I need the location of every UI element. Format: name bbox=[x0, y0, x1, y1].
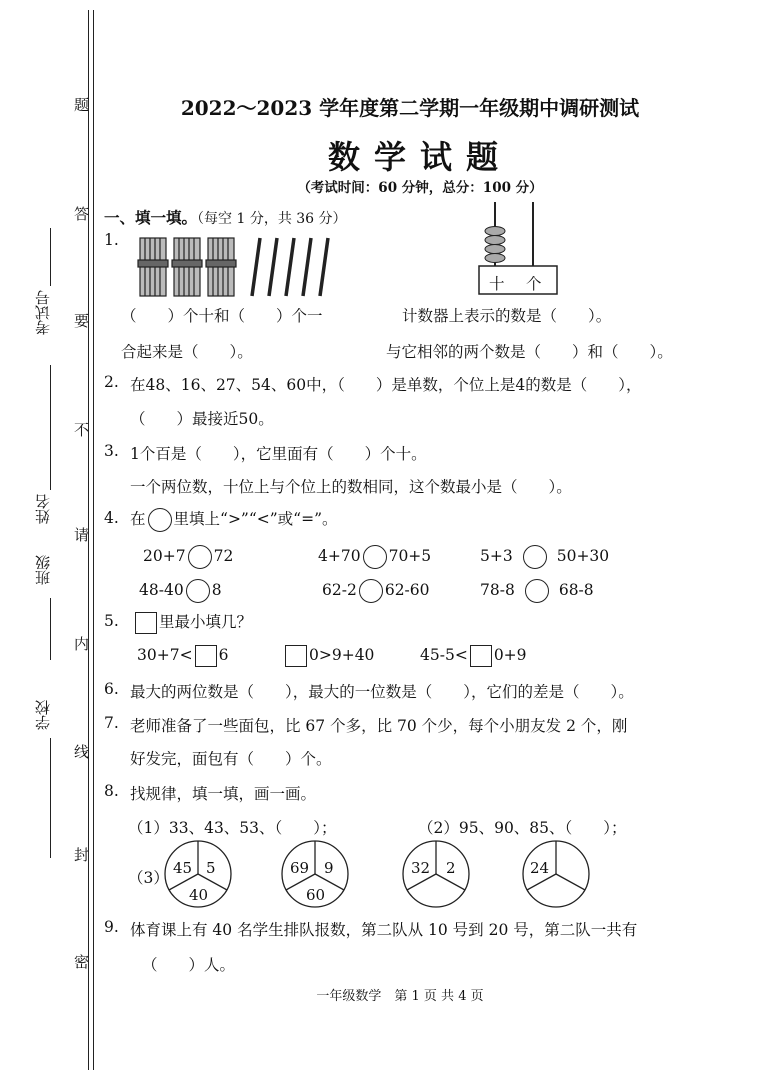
seal-char: 要 bbox=[74, 312, 90, 330]
answer-circle[interactable] bbox=[186, 579, 210, 603]
q4-left-expr: 5+3 bbox=[480, 547, 513, 565]
name-label: 姓名 bbox=[34, 494, 52, 524]
section-title: 一、填一填。 bbox=[104, 208, 198, 227]
answer-circle[interactable] bbox=[523, 545, 547, 569]
q5-number: 5. bbox=[104, 612, 119, 630]
q4-right-expr: 70+5 bbox=[388, 547, 432, 565]
q5-item bbox=[137, 645, 228, 667]
q4-item bbox=[143, 545, 233, 569]
q3-line2: 一个两位数，十位上与个位上的数相同，这个数最小是（ ）。 bbox=[130, 478, 572, 496]
single-sticks-icon bbox=[252, 238, 328, 296]
circle-value: 32 bbox=[411, 859, 431, 877]
q4-item bbox=[139, 579, 222, 603]
circle-value: 69 bbox=[290, 859, 310, 877]
exam-number-underline bbox=[50, 228, 51, 286]
q4-item bbox=[480, 545, 609, 569]
answer-circle[interactable] bbox=[363, 545, 387, 569]
q4-left-expr: 62-2 bbox=[322, 581, 357, 599]
circle-value: 40 bbox=[189, 886, 209, 904]
q3-line1: 1个百是（ ），它里面有（ ）个十。 bbox=[130, 445, 427, 463]
q7-number: 7. bbox=[104, 714, 119, 732]
q4-prompt-pre: 在 bbox=[130, 510, 146, 528]
q9-number: 9. bbox=[104, 918, 119, 936]
class-label: 班级 bbox=[34, 555, 52, 585]
abacus-ones-label: 个 bbox=[526, 275, 542, 293]
q4-right-expr: 68-8 bbox=[558, 581, 594, 599]
seal-char: 答 bbox=[74, 205, 90, 223]
school-label: 学校 bbox=[34, 700, 52, 730]
answer-circle[interactable] bbox=[148, 508, 172, 532]
q5-item bbox=[420, 645, 527, 667]
q1-number: 1. bbox=[104, 231, 119, 249]
q1-left-line1: （ ）个十和（ ）个一 bbox=[121, 307, 323, 325]
seal-char: 不 bbox=[74, 421, 90, 439]
q8-part3-label: （3） bbox=[128, 869, 169, 887]
answer-square[interactable] bbox=[135, 612, 157, 634]
q4-left-expr: 48-40 bbox=[139, 581, 184, 599]
seal-char: 内 bbox=[74, 635, 90, 653]
number-circles bbox=[160, 836, 600, 912]
q5-right-expr: 0+9 bbox=[493, 646, 527, 664]
q4-right-expr: 8 bbox=[211, 581, 222, 599]
q8-number: 8. bbox=[104, 782, 119, 800]
q6-number: 6. bbox=[104, 680, 119, 698]
seal-char: 题 bbox=[74, 96, 90, 114]
seal-char: 请 bbox=[74, 526, 90, 544]
q5-prompt bbox=[133, 610, 252, 634]
seal-char: 密 bbox=[74, 953, 90, 971]
q9-line2: （ ）人。 bbox=[142, 956, 236, 974]
q4-item bbox=[318, 545, 431, 569]
q4-left-expr: 4+70 bbox=[318, 547, 361, 565]
answer-circle[interactable] bbox=[525, 579, 549, 603]
q4-right-expr: 62-60 bbox=[384, 581, 430, 599]
q2-number: 2. bbox=[104, 373, 119, 391]
q4-item bbox=[480, 579, 594, 603]
q3-number: 3. bbox=[104, 442, 119, 460]
q9-line1: 体育课上有 40 名学生排队报数，第二队从 10 号到 20 号，第二队一共有 bbox=[130, 921, 638, 939]
stick-bundle-icon bbox=[138, 238, 168, 296]
circle-value: 2 bbox=[446, 859, 456, 877]
q1-left-line2: 合起来是（ ）。 bbox=[121, 343, 253, 361]
q1-right-line1: 计数器上表示的数是（ ）。 bbox=[402, 307, 612, 325]
answer-square[interactable] bbox=[285, 645, 307, 667]
q4-right-expr: 50+30 bbox=[556, 547, 610, 565]
q5-item bbox=[283, 645, 374, 667]
stick-bundle-icon bbox=[206, 238, 236, 296]
exam-info: （考试时间：60 分钟，总分：100 分） bbox=[297, 180, 543, 196]
name-underline bbox=[50, 365, 51, 490]
school-underline bbox=[50, 738, 51, 858]
q4-left-expr: 78-8 bbox=[480, 581, 515, 599]
abacus-bead-icon bbox=[485, 227, 505, 263]
q5-prompt-text: 里最小填几？ bbox=[159, 613, 253, 631]
page-footer: 一年级数学 第 1 页 共 4 页 bbox=[316, 989, 484, 1004]
exam-number-label: 考试号 bbox=[34, 290, 52, 335]
q5-left-expr: 45-5< bbox=[420, 646, 468, 664]
subject-title: 数学试题 bbox=[327, 138, 512, 176]
q2-line1: 在48、16、27、54、60中，（ ）是单数，个位上是4的数是（ ）， bbox=[130, 376, 642, 394]
seal-char: 线 bbox=[74, 743, 90, 761]
answer-circle[interactable] bbox=[359, 579, 383, 603]
circle-value: 9 bbox=[324, 859, 334, 877]
q4-number: 4. bbox=[104, 509, 119, 527]
q5-right-expr: 0>9+40 bbox=[309, 646, 375, 664]
stick-bundles-illustration bbox=[136, 234, 336, 300]
q4-prompt-post: 里填上“>”“<”或“=”。 bbox=[173, 510, 338, 528]
answer-circle[interactable] bbox=[188, 545, 212, 569]
answer-square[interactable] bbox=[195, 645, 217, 667]
q6-text: 最大的两位数是（ ），最大的一位数是（ ），它们的差是（ ）。 bbox=[130, 683, 634, 701]
q8-text: 找规律，填一填，画一画。 bbox=[130, 785, 317, 803]
q4-left-expr: 20+7 bbox=[143, 547, 186, 565]
q4-item bbox=[322, 579, 430, 603]
circle-value: 5 bbox=[206, 859, 216, 877]
section-note: （每空 1 分，共 36 分） bbox=[197, 211, 347, 227]
q4-right-expr: 72 bbox=[213, 547, 234, 565]
exam-title: 2022～2023 学年度第二学期一年级期中调研测试 bbox=[180, 96, 640, 120]
class-underline bbox=[50, 598, 51, 660]
answer-square[interactable] bbox=[470, 645, 492, 667]
section-heading bbox=[104, 206, 347, 228]
q8-part1: （1）33、43、53、（ ）； bbox=[128, 819, 337, 837]
seal-char: 封 bbox=[74, 846, 90, 864]
q4-prompt bbox=[130, 507, 338, 532]
abacus-tens-label: 十 bbox=[489, 275, 505, 293]
q5-left-expr: 30+7< bbox=[137, 646, 193, 664]
circle-value: 45 bbox=[173, 859, 193, 877]
q7-line2: 好发完，面包有（ ）个。 bbox=[130, 750, 332, 768]
q2-line2: （ ）最接近50。 bbox=[130, 410, 274, 428]
q7-line1: 老师准备了一些面包，比 67 个多，比 70 个少，每个小朋友发 2 个，刚 bbox=[130, 717, 628, 735]
q8-part2: （2）95、90、85、（ ）； bbox=[418, 819, 627, 837]
circle-value: 60 bbox=[306, 886, 326, 904]
q5-right-expr: 6 bbox=[218, 646, 229, 664]
stick-bundle-icon bbox=[172, 238, 202, 296]
circle-value: 24 bbox=[530, 859, 550, 877]
q1-right-line2: 与它相邻的两个数是（ ）和（ ）。 bbox=[386, 343, 673, 361]
